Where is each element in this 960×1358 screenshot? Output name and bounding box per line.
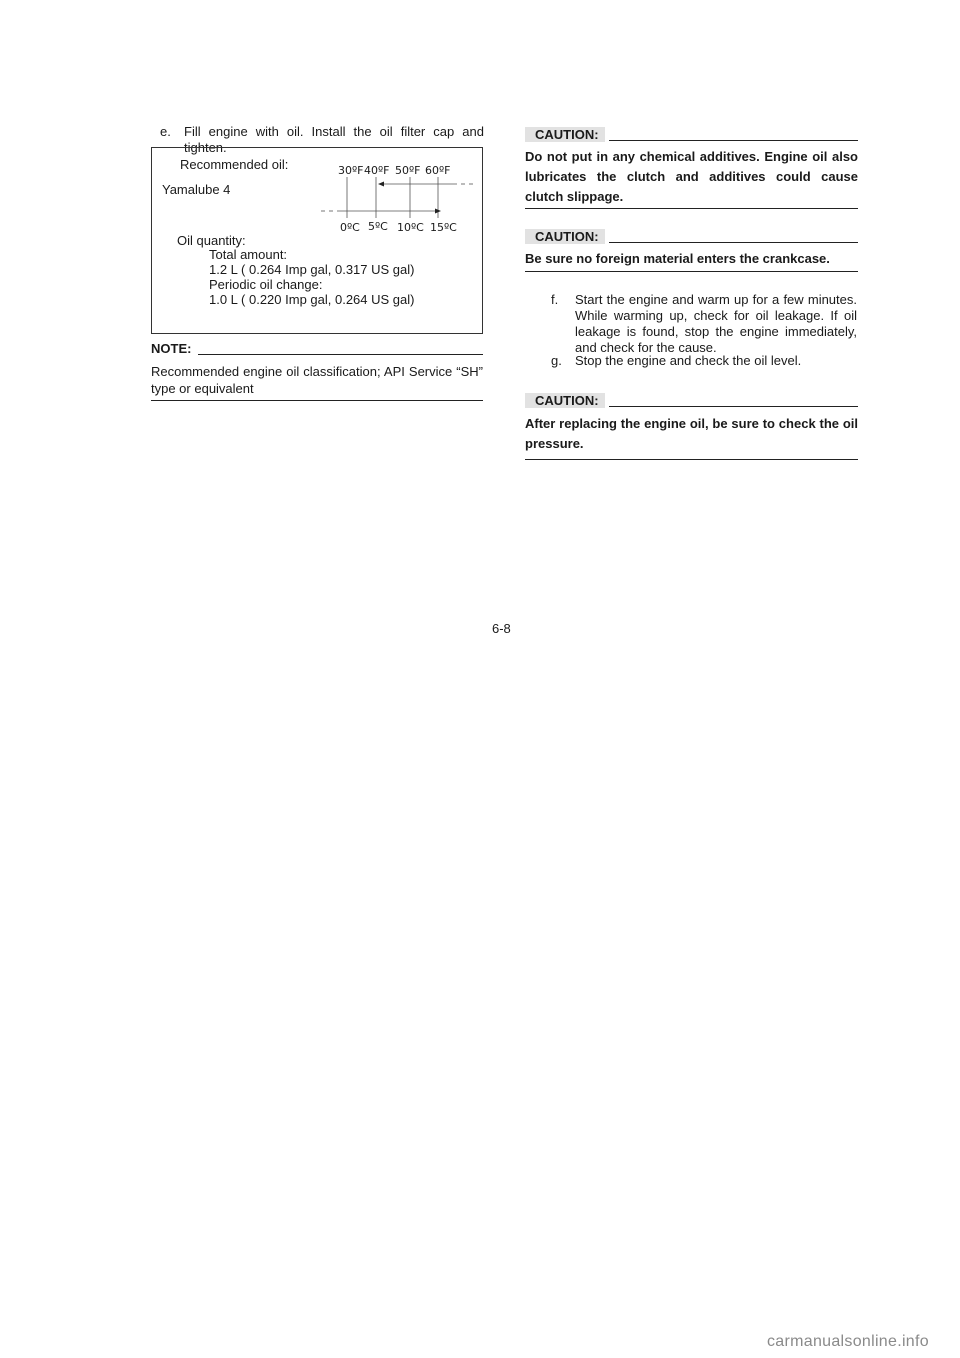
fahrenheit-tick: 60ºF bbox=[425, 164, 451, 177]
note-header bbox=[151, 340, 483, 356]
note-text: Recommended engine oil classification; API Service “SH” type or equivalent bbox=[151, 364, 483, 396]
caution-block-2 bbox=[525, 228, 858, 272]
caution-block-1 bbox=[525, 126, 858, 209]
periodic-change-value: 1.0 L ( 0.220 Imp gal, 0.264 US gal) bbox=[209, 292, 415, 307]
page-number: 6-8 bbox=[492, 621, 511, 636]
step-text: Start the engine and warm up for a few minutes. While warming up, check for oil leakage. If oil leakage is found, stop the engine immediately, and check for the cause. bbox=[575, 292, 857, 355]
oil-name: Yamalube 4 bbox=[162, 182, 231, 197]
fahrenheit-tick: 40ºF bbox=[364, 164, 390, 177]
step-label: e. bbox=[160, 124, 171, 139]
caution-header bbox=[525, 126, 858, 142]
caution-header bbox=[525, 228, 858, 244]
site-watermark: carmanualsonline.info bbox=[767, 1333, 929, 1350]
fahrenheit-tick: 30ºF bbox=[338, 164, 364, 177]
step-label: g. bbox=[551, 353, 562, 368]
note-header-rule bbox=[198, 354, 483, 355]
periodic-change-label: Periodic oil change: bbox=[209, 277, 323, 292]
caution-block-3 bbox=[525, 392, 858, 460]
oil-spec-box bbox=[151, 147, 483, 334]
caution-label: CAUTION: bbox=[525, 229, 605, 244]
celsius-tick: 15ºC bbox=[430, 221, 457, 234]
recommended-oil-label: Recommended oil: bbox=[180, 157, 289, 172]
caution-header bbox=[525, 392, 858, 408]
celsius-tick: 5ºC bbox=[368, 220, 388, 233]
caution-label: CAUTION: bbox=[525, 127, 605, 142]
caution-header-rule bbox=[609, 406, 858, 407]
step-label: f. bbox=[551, 292, 559, 307]
caution-end-rule bbox=[525, 208, 858, 209]
caution-text: Do not put in any chemical additives. Engine oil also lubricates the clutch and additives could cause clutch slippage. bbox=[525, 149, 858, 204]
total-amount-value: 1.2 L ( 0.264 Imp gal, 0.317 US gal) bbox=[209, 262, 415, 277]
step-text: Stop the engine and check the oil level. bbox=[575, 353, 802, 368]
caution-header-rule bbox=[609, 242, 858, 243]
step-f bbox=[551, 292, 857, 356]
step-g bbox=[551, 353, 857, 369]
total-amount-label: Total amount: bbox=[209, 247, 288, 262]
caution-label: CAUTION: bbox=[525, 393, 605, 408]
caution-text: Be sure no foreign material enters the crankcase. bbox=[525, 251, 830, 266]
caution-header-rule bbox=[609, 140, 858, 141]
caution-end-rule bbox=[525, 459, 858, 460]
note-end-rule bbox=[151, 400, 483, 401]
note-block bbox=[151, 340, 483, 401]
left-arrow-icon bbox=[378, 182, 384, 187]
celsius-tick: 10ºC bbox=[397, 221, 424, 234]
caution-end-rule bbox=[525, 271, 858, 272]
step-text: Fill engine with oil. Install the oil filter cap and tighten. bbox=[184, 124, 484, 155]
celsius-tick: 0ºC bbox=[340, 221, 360, 234]
caution-text: After replacing the engine oil, be sure to check the oil pressure. bbox=[525, 416, 858, 451]
temperature-chart bbox=[317, 158, 482, 238]
note-label: NOTE: bbox=[151, 341, 192, 356]
fahrenheit-tick: 50ºF bbox=[395, 164, 421, 177]
oil-quantity-label: Oil quantity: bbox=[177, 233, 246, 248]
